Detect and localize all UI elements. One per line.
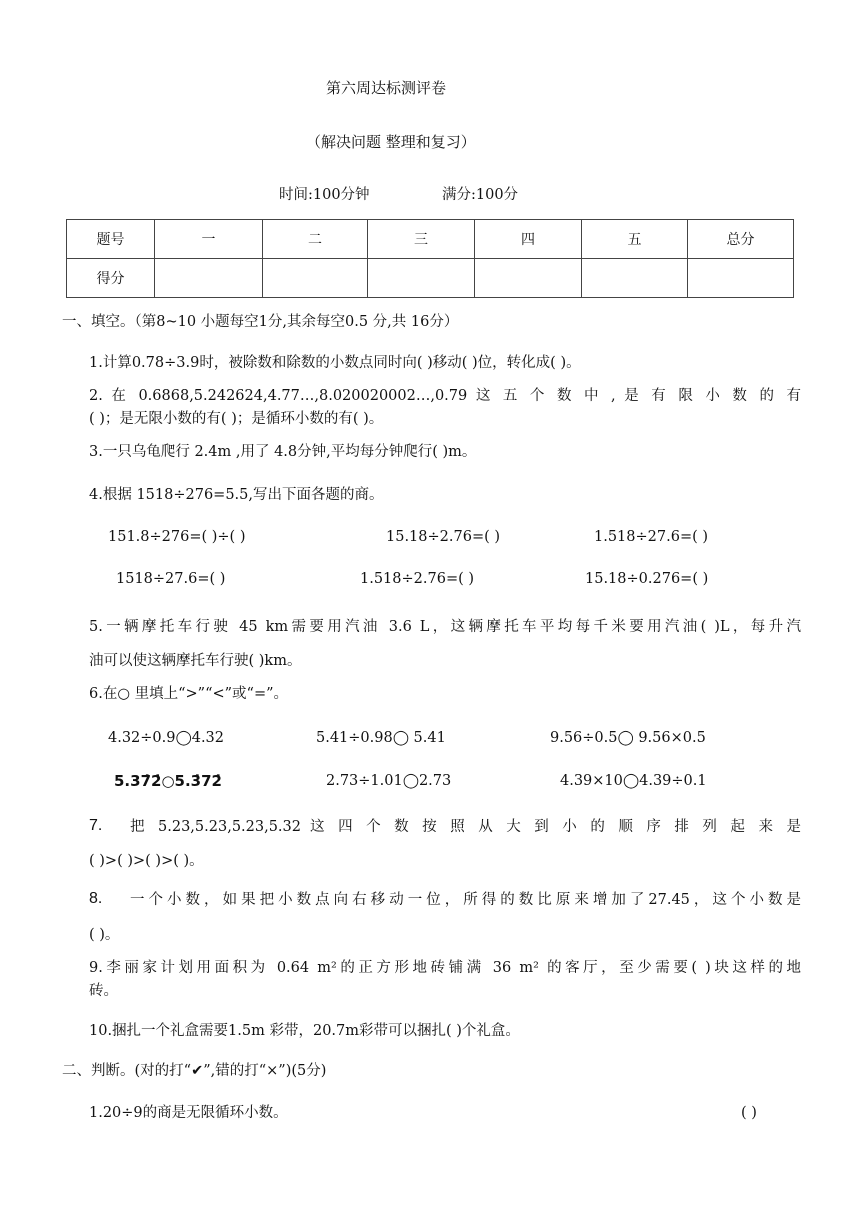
question-8-line1: 一个小数，如果把小数点向右移动一位，所得的数比原来增加了27.45，这个小数是 <box>130 892 801 908</box>
s2-question-1: 1.20÷9的商是无限循环小数。 <box>89 1105 288 1121</box>
exam-full-score: 满分:100分 <box>442 187 519 203</box>
q6-item: 5.37̇2̇○5.3̇72̇ <box>114 772 222 790</box>
score-table <box>66 219 794 298</box>
question-3: 3.一只乌龟爬行 2.4m ,用了 4.8分钟,平均每分钟爬行( )m。 <box>89 444 477 460</box>
score-input-cell[interactable] <box>368 259 475 298</box>
score-header-cell: 题号 <box>67 220 155 259</box>
question-7-line1: 把 5.23,5.23,5.23,5.32 这 四 个 数 按 照 从 大 到 小 的 顺 序 排 列 起 来 是 <box>130 819 801 835</box>
score-header-cell: 三 <box>368 220 475 259</box>
score-input-cell[interactable] <box>155 259 263 298</box>
q4-item: 151.8÷276=( )÷( ) <box>108 529 246 545</box>
score-input-cell[interactable] <box>475 259 582 298</box>
q6-item: 4.39×10◯4.39÷0.1 <box>560 773 707 789</box>
score-table-header-row <box>67 220 794 259</box>
score-table-score-row <box>67 259 794 298</box>
question-5-line1: 5.一辆摩托车行驶 45 km需要用汽油 3.6 L，这辆摩托车平均每千米要用汽油( )L，每升汽 <box>89 619 801 635</box>
q6-item: 5.41÷0.98◯ 5.41 <box>316 730 446 746</box>
question-7-line2: ( )>( )>( )>( )。 <box>89 853 204 869</box>
question-9-line2: 砖。 <box>89 983 118 999</box>
question-2-line1: 2. 在 0.6868,5.242624,4.77…,8.020020002…,0.79 这 五 个 数 中 , 是 有 限 小 数 的 有 <box>89 388 801 404</box>
exam-title: 第六周达标测评卷 <box>326 79 447 97</box>
score-header-cell: 总分 <box>688 220 794 259</box>
score-header-cell: 四 <box>475 220 582 259</box>
score-input-cell[interactable] <box>263 259 368 298</box>
section1-heading: 一、填空。（第8~10 小题每空1分,其余每空0.5 分,共 16分） <box>62 314 459 330</box>
q4-item: 1518÷27.6=( ) <box>116 571 226 587</box>
q4-item: 1.518÷2.76=( ) <box>360 571 475 587</box>
score-input-cell[interactable] <box>688 259 794 298</box>
exam-subtitle: （解决问题 整理和复习） <box>306 133 476 151</box>
q4-item: 15.18÷0.276=( ) <box>585 571 709 587</box>
question-9-line1: 9.李丽家计划用面积为 0.64 m²的正方形地砖铺满 36 m² 的客厅，至少需要( )块这样的地 <box>89 960 801 976</box>
s2-question-1-answer-blank[interactable]: ( ) <box>741 1105 757 1121</box>
question-5-line2: 油可以使这辆摩托车行驶( )km。 <box>89 653 302 669</box>
q4-item: 1.518÷27.6=( ) <box>594 529 709 545</box>
question-8-line2: ( )。 <box>89 927 120 943</box>
question-8-number: 8. <box>89 890 103 907</box>
question-1: 1.计算0.78÷3.9时，被除数和除数的小数点同时向( )移动( )位，转化成( )。 <box>89 355 581 371</box>
score-header-cell: 五 <box>582 220 688 259</box>
score-input-cell[interactable] <box>582 259 688 298</box>
exam-time: 时间:100分钟 <box>279 187 370 203</box>
q6-item: 4.32÷0.9◯4.32 <box>108 730 225 746</box>
section2-heading: 二、判断。(对的打“✔”,错的打“×”)(5分) <box>62 1063 327 1079</box>
q4-item: 15.18÷2.76=( ) <box>386 529 501 545</box>
q6-item: 9.56÷0.5◯ 9.56×0.5 <box>550 730 706 746</box>
q6-item: 2.73÷1.01◯2.73 <box>326 773 452 789</box>
score-label-cell: 得分 <box>67 259 155 298</box>
question-10: 10.捆扎一个礼盒需要1.5m 彩带，20.7m彩带可以捆扎( )个礼盒。 <box>89 1023 520 1039</box>
question-7-number: 7. <box>89 817 103 834</box>
question-6: 6.在○ 里填上“>”“<”或“=”。 <box>89 686 289 702</box>
score-header-cell: 一 <box>155 220 263 259</box>
question-4: 4.根据 1518÷276=5.5,写出下面各题的商。 <box>89 487 384 503</box>
score-header-cell: 二 <box>263 220 368 259</box>
question-2-line2: ( )；是无限小数的有( )；是循环小数的有( )。 <box>89 411 384 427</box>
